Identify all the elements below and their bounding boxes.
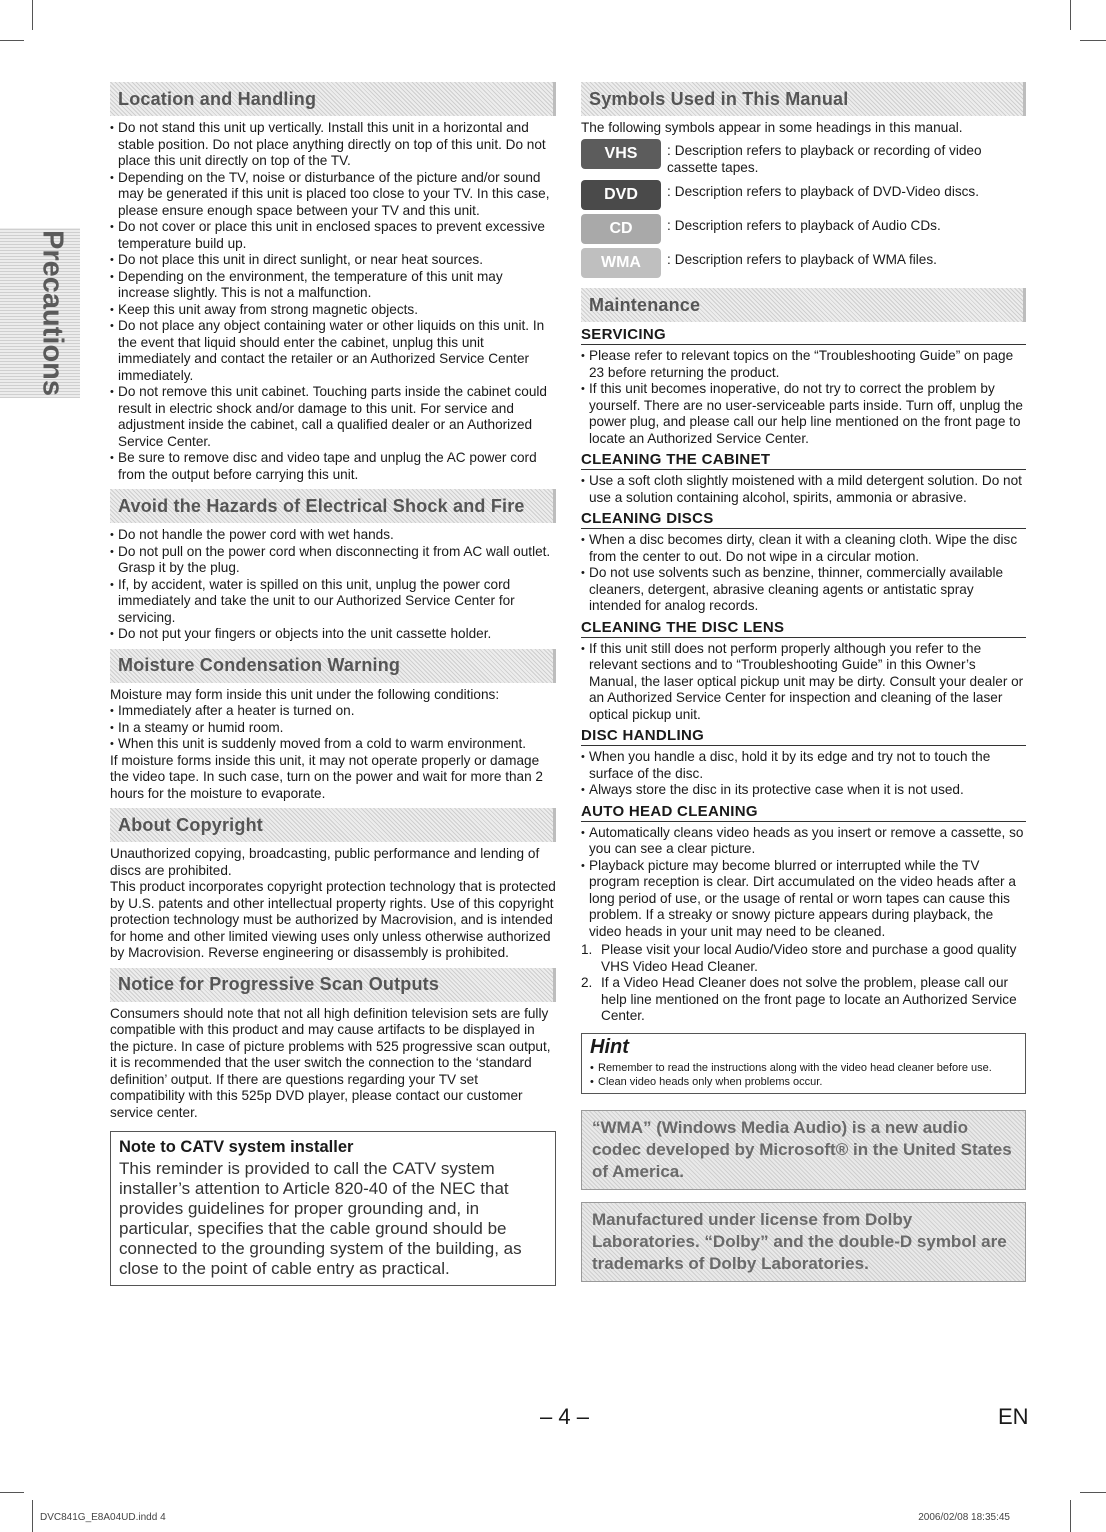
head-cleaning-list [581, 825, 1026, 941]
symbol-description-text: Description refers to playback or recording of video cassette tapes. [667, 143, 982, 175]
servicing-list [581, 348, 1026, 447]
list-item: • Do not place this unit in direct sunlight, or near heat sources. [110, 252, 556, 269]
list-item: • Do not handle the power cord with wet hands. [110, 527, 556, 544]
symbol-description: : Description refers to playback of DVD-Video discs. [667, 184, 980, 199]
subheading-disc-lens: CLEANING THE DISC LENS [581, 619, 1026, 638]
head-cleaning-steps [581, 942, 1026, 1025]
footer-timestamp: 2006/02/08 18:35:45 [918, 1512, 1010, 1523]
moisture-intro: Moisture may form inside this unit under the following conditions: [110, 686, 500, 702]
section-header-maintenance: Maintenance [581, 288, 1026, 322]
list-item: • Do not use solvents such as benzine, thinner, commercially available cleaners, detergent, abrasive cleaning agents or antistatic spray intended for analog records. [581, 565, 1026, 615]
wma-trademark-note: “WMA” (Windows Media Audio) is a new audio codec developed by Microsoft® in the United States of America. [581, 1110, 1026, 1190]
catv-note-title: Note to CATV system installer [119, 1138, 354, 1156]
progressive-text: Consumers should note that not all high definition television sets are fully compatible with this product and may cause artifacts to be displayed in the picture. In case of picture problems with 525 progressive scan output, it is recommended that the user switch the connection to the ‘standard definition’ output. If there are questions regarding your TV set compatibility with this 525p DVD player, please contact our customer service center. [110, 1005, 551, 1120]
list-item: • When this unit is suddenly moved from a cold to warm environment. [110, 736, 556, 753]
list-item: • Depending on the TV, noise or disturbance of the picture and/or sound may be generated if this unit is placed too close to your TV. In this case, please ensure enough space between your TV and this unit. [110, 170, 556, 220]
list-item: • Do not stand this unit up vertically. Install this unit in a horizontal and stable position. Do not place anything directly on top of this unit. Do not place this unit directly on top of the TV. [110, 120, 556, 170]
list-item: • Be sure to remove disc and video tape and unplug the AC power cord from the output before carrying this unit. [110, 450, 556, 483]
section-header-hazards: Avoid the Hazards of Electrical Shock and Fire [110, 489, 556, 523]
symbols-intro: The following symbols appear in some headings in this manual. [581, 120, 963, 135]
list-item: • Automatically cleans video heads as you insert or remove a cassette, so you can see a clear picture. [581, 825, 1026, 858]
symbol-description-text: Description refers to playback of DVD-Video discs. [674, 184, 980, 199]
list-item: • Always store the disc in its protective case when it is not used. [581, 782, 1026, 799]
copyright-p1: Unauthorized copying, broadcasting, public performance and lending of discs are prohibited. [110, 846, 540, 878]
list-item: • Do not pull on the power cord when disconnecting it from AC wall outlet. Grasp it by the plug. [110, 544, 556, 577]
list-item: • Playback picture may become blurred or interrupted while the TV program reception is clear. Dirt accumulated on the video heads after a long period of use, or the usage of rental or worn tapes can cause this problem. If a streaky or snowy picture appears during playback, the video heads in your unit may need to be cleaned. [581, 858, 1026, 941]
copyright-p2: This product incorporates copyright protection technology that is protected by U.S. patents and other intellectual property rights. Use of this copyright protection technology must be authorized by Macrovision, and is intended for home and other limited viewing uses only unless otherwise authorized by Macrovision. Reverse engineering or disassembly is prohibited. [110, 879, 556, 960]
list-item: • If, by accident, water is spilled on this unit, unplug the power cord immediately and take the unit to our Authorized Service Center for servicing. [110, 577, 556, 627]
symbol-description-text: Description refers to playback of WMA files. [674, 252, 937, 267]
list-item: • Clean video heads only when problems occur. [590, 1075, 1017, 1089]
list-item: • Do not cover or place this unit in enclosed spaces to prevent excessive temperature build up. [110, 219, 556, 252]
hint-list [590, 1061, 1017, 1089]
list-item: • Use a soft cloth slightly moistened with a mild detergent solution. Do not use a solution containing alcohol, spirits, ammonia or abrasive. [581, 473, 1026, 506]
step-text: Please visit your local Audio/Video store and purchase a good quality VHS Video Head Cleaner. [601, 942, 1017, 974]
symbol-description: : Description refers to playback of Audio CDs. [667, 218, 941, 233]
discs-list [581, 532, 1026, 615]
list-item: • When a disc becomes dirty, clean it with a cleaning cloth. Wipe the disc from the center to out. Do not wipe in a circular motion. [581, 532, 1026, 565]
location-list [110, 120, 556, 483]
subheading-servicing: SERVICING [581, 326, 1026, 345]
cabinet-list [581, 473, 1026, 506]
hint-title: Hint [590, 1035, 629, 1058]
subheading-disc-handling: DISC HANDLING [581, 727, 1026, 746]
list-item: • If this unit becomes inoperative, do not try to correct the problem by yourself. There are no user-serviceable parts inside. Turn off, unplug the power plug, and please call our help line mentioned on the front page to locate an Authorized Service Center. [581, 381, 1026, 447]
symbol-description: : Description refers to playback or recording of video cassette tapes. [667, 143, 982, 175]
section-header-moisture: Moisture Condensation Warning [110, 649, 556, 683]
vhs-icon: VHS [581, 139, 661, 169]
catv-note-box [110, 1131, 556, 1286]
symbol-row-dvd [581, 180, 1026, 210]
dvd-icon: DVD [581, 180, 661, 210]
symbol-description: : Description refers to playback of WMA files. [667, 252, 937, 267]
page-number: – 4 – [540, 1404, 589, 1429]
section-header-symbols: Symbols Used in This Manual [581, 82, 1026, 116]
step-number: 1. [581, 942, 593, 957]
handling-list [581, 749, 1026, 799]
list-item: • In a steamy or humid room. [110, 720, 556, 737]
lens-list [581, 641, 1026, 724]
crop-mark [0, 40, 24, 41]
symbol-row-wma [581, 248, 1026, 278]
section-header-location: Location and Handling [110, 82, 556, 116]
symbol-row-vhs [581, 139, 1026, 176]
section-header-progressive: Notice for Progressive Scan Outputs [110, 968, 556, 1002]
step-item [581, 975, 1026, 1025]
right-column [581, 82, 1026, 1282]
list-item: • When you handle a disc, hold it by its edge and try not to touch the surface of the disc. [581, 749, 1026, 782]
subheading-cleaning-discs: CLEANING DISCS [581, 510, 1026, 529]
list-item: • Do not place any object containing water or other liquids on this unit. In the event that liquid should enter the cabinet, unplug this unit immediately and contact the retailer or an Authorized Service Center immediately. [110, 318, 556, 384]
list-item: • Remember to read the instructions along with the video head cleaner before use. [590, 1061, 1017, 1075]
list-item: • Please refer to relevant topics on the “Troubleshooting Guide” on page 23 before returning the product. [581, 348, 1026, 381]
list-item: • If this unit still does not perform properly although you refer to the relevant sections and to “Troubleshooting Guide” in this Owner’s Manual, the laser optical pickup unit may be dirty. Consult your dealer or an Authorized Service Center for inspection and cleaning of the laser optical pickup unit. [581, 641, 1026, 724]
subheading-cleaning-cabinet: CLEANING THE CABINET [581, 451, 1026, 470]
step-number: 2. [581, 975, 593, 990]
subheading-auto-head-cleaning: AUTO HEAD CLEANING [581, 803, 1026, 822]
step-text: If a Video Head Cleaner does not solve the problem, please call our help line mentioned on the front page to locate an Authorized Service Center. [601, 975, 1017, 1023]
crop-mark [1080, 1492, 1106, 1493]
language-code: EN [998, 1404, 1029, 1429]
list-item: • Depending on the environment, the temperature of this unit may increase slightly. This is not a malfunction. [110, 269, 556, 302]
hint-box [581, 1033, 1026, 1094]
wma-icon: WMA [581, 248, 661, 278]
side-tab-label: Precautions [36, 230, 69, 396]
crop-mark [1080, 40, 1106, 41]
left-column [110, 82, 556, 1286]
crop-mark [0, 1492, 24, 1493]
catv-note-text: This reminder is provided to call the CATV system installer’s attention to Article 820-40 of the NEC that provides guidelines for proper grounding and, in particular, specifies that the cable ground should be connected to the grounding system of the building, as close to the point of cable entry as practical. [119, 1159, 522, 1278]
dolby-trademark-note: Manufactured under license from Dolby Laboratories. “Dolby” and the double-D symbol are trademarks of Dolby Laboratories. [581, 1202, 1026, 1282]
symbol-row-cd [581, 214, 1026, 244]
crop-mark [1070, 1500, 1071, 1532]
crop-mark [1070, 0, 1071, 30]
crop-mark [32, 0, 33, 30]
list-item: • Keep this unit away from strong magnetic objects. [110, 302, 556, 319]
hazards-list [110, 527, 556, 643]
step-item [581, 942, 1026, 975]
crop-mark [32, 1500, 33, 1532]
symbol-description-text: Description refers to playback of Audio CDs. [674, 218, 941, 233]
footer-filename: DVC841G_E8A04UD.indd 4 [40, 1512, 166, 1523]
list-item: • Do not put your fingers or objects into the unit cassette holder. [110, 626, 556, 643]
cd-icon: CD [581, 214, 661, 244]
moisture-outro: If moisture forms inside this unit, it may not operate properly or damage the video tape. In such case, turn on the power and wait for more than 2 hours for the moisture to evaporate. [110, 752, 543, 801]
moisture-list [110, 703, 556, 753]
list-item: • Immediately after a heater is turned on. [110, 703, 556, 720]
section-header-copyright: About Copyright [110, 808, 556, 842]
list-item: • Do not remove this unit cabinet. Touching parts inside the cabinet could result in electric shock and/or damage to this unit. For service and adjustment inside the cabinet, call a qualified dealer or an Authorized Service Center. [110, 384, 556, 450]
